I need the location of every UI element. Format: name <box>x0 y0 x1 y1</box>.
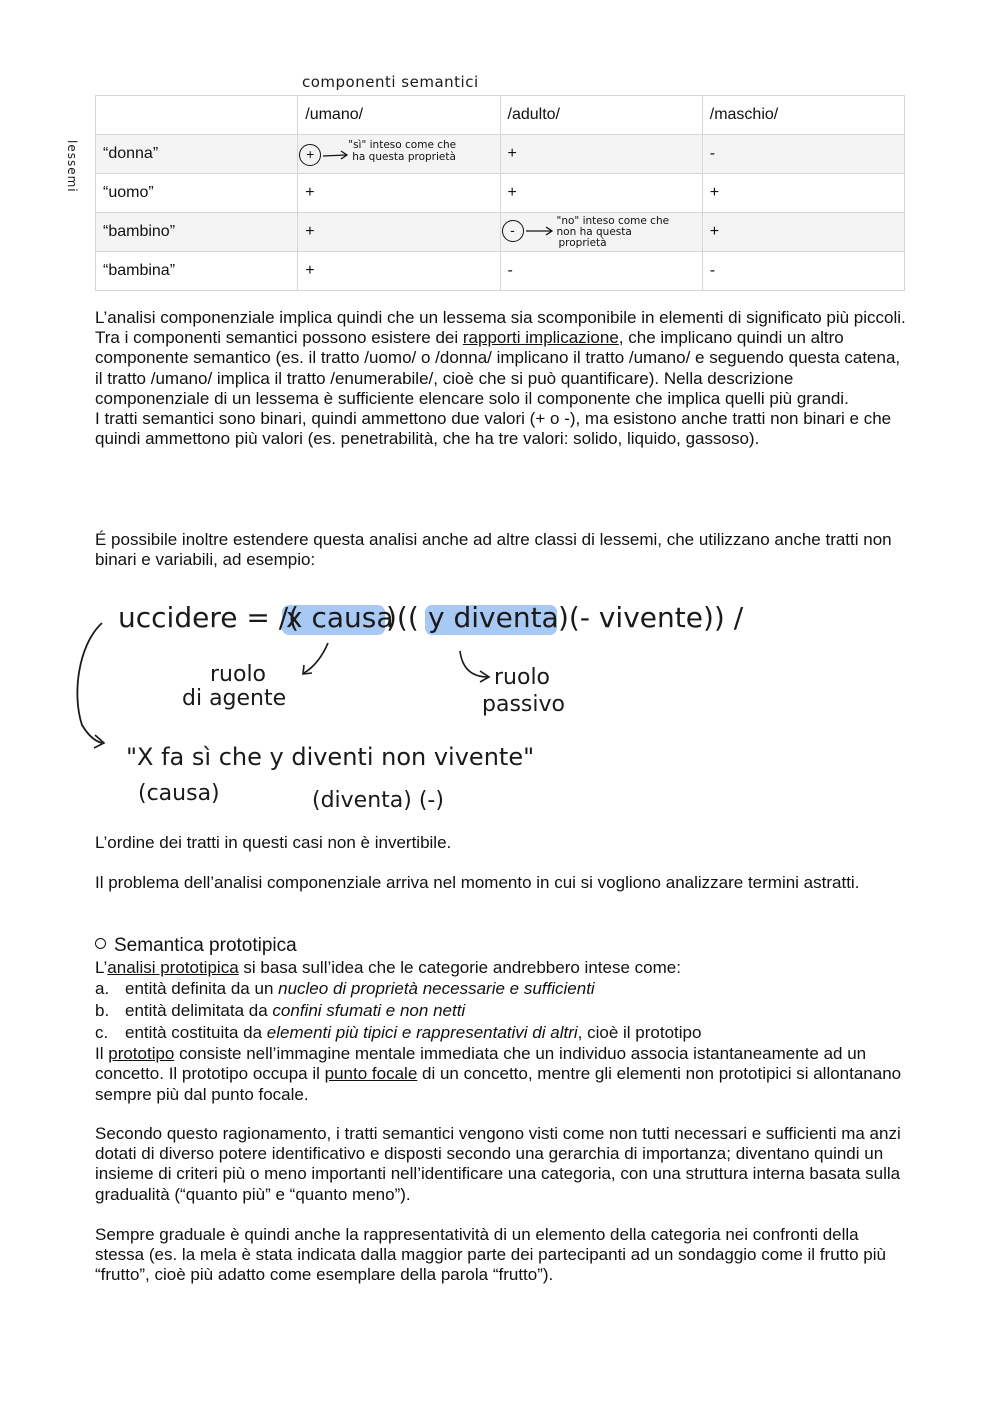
formula-highlight: y diventa <box>428 601 559 634</box>
svg-text:ruolo passivo <box>482 665 565 717</box>
components-handwritten-label: componenti semantici <box>302 73 479 91</box>
plus-note-line: ha questa proprietà <box>352 151 456 163</box>
lexeme-cell: “bambino” <box>96 213 298 252</box>
table-header-cell: /maschio/ <box>702 96 904 135</box>
feature-cell-annotated <box>500 213 702 252</box>
text-run: Il <box>95 1044 109 1064</box>
feature-cell: + <box>298 213 500 252</box>
feature-cell: + <box>298 174 500 213</box>
text-run: consiste nell’immagine mentale immediata che un individuo associa istantaneamente ad un concetto. Il prototipo occupa il <box>95 1044 867 1084</box>
underlined-term: prototipo <box>108 1044 175 1064</box>
lexeme-cell: “donna” <box>96 135 298 174</box>
handwritten-formula-diagram <box>60 585 780 820</box>
underlined-term: analisi prototipica <box>107 958 239 977</box>
text-run: si basa sull’idea che le categorie andrebbero intese come: <box>238 958 681 977</box>
formula-verb: uccidere = /( <box>118 601 300 634</box>
underlined-term: rapporti implicazione <box>462 328 619 348</box>
list-item <box>95 1000 910 1022</box>
body-text <box>95 1044 910 1105</box>
table-header-cell: /adulto/ <box>500 96 702 135</box>
list-item <box>95 1022 910 1044</box>
body-text: I tratti semantici sono binari, quindi ammettono due valori (+ o -), ma esistono anche tratti non binari e che quindi ammettono più valori (es. penetrabilità, che ha tre valori: solido, liquido, gassoso). <box>95 409 892 449</box>
text-run: entità definita da un <box>125 979 279 999</box>
italic-run: nucleo di proprietà necessarie e sufficienti <box>278 979 595 999</box>
section-title: Semantica prototipica <box>114 935 297 956</box>
agent-role-label: di agente <box>182 686 287 711</box>
svg-text:uccidere = /(x causa)((y diven <box>118 601 744 634</box>
table-row <box>96 213 905 252</box>
list-letter: c. <box>95 1023 109 1043</box>
text-run: , che implicano quindi un altro componente semantico (es. il tratto /uomo/ o /donna/ implicano il tratto /umano/ e seguendo questa catena, il tratto /umano/ implica il tratto /enumerabile/, cioè che si può quantificare). Nella descrizione componenziale di un lessema è sufficiente elencare solo il componente che implica quelli più grandi. <box>95 328 901 408</box>
feature-cell: + <box>298 252 500 291</box>
body-text <box>95 958 910 978</box>
formula-highlight: x causa <box>286 601 394 634</box>
arrow-right-icon <box>525 225 555 237</box>
formula-part: )(( <box>386 601 419 634</box>
body-text: L’analisi componenziale implica quindi che un lessema sia scomponibile in elementi di significato più piccoli. <box>95 308 906 327</box>
table-row <box>96 174 905 213</box>
plus-circled: + <box>299 144 321 166</box>
lexeme-cell: “bambina” <box>96 252 298 291</box>
text-run: entità costituita da <box>125 1023 267 1043</box>
order-paragraph: L’ordine dei tratti in questi casi non è invertibile. <box>95 833 452 852</box>
text-run: Tra i componenti semantici possono esistere dei <box>95 328 463 348</box>
underlined-term: punto focale <box>324 1064 418 1084</box>
text-run: entità delimitata da <box>125 1001 273 1021</box>
minus-note-line: proprietà <box>558 237 607 249</box>
paraphrase-text: "X fa sì che y diventi non vivente" <box>126 743 535 771</box>
table-header-cell <box>96 96 298 135</box>
list-item <box>95 978 910 1000</box>
body-text <box>95 328 910 409</box>
category-definition-list <box>95 978 910 1044</box>
section-heading <box>95 935 297 957</box>
feature-cell-annotated <box>298 135 500 174</box>
plus-note-line: "sì" inteso come che <box>348 139 457 151</box>
prototype-section-body <box>95 958 910 1105</box>
feature-cell: - <box>500 252 702 291</box>
feature-cell: + <box>702 213 904 252</box>
feature-cell: + <box>702 174 904 213</box>
list-letter: a. <box>95 979 110 999</box>
semantic-features-table <box>95 95 905 291</box>
problem-paragraph: Il problema dell’analisi componenziale arriva nel momento in cui si vogliono analizzare termini astratti. <box>95 873 860 892</box>
representativeness-paragraph: Sempre graduale è quindi anche la rappresentatività di un elemento della categoria nei confronti della stessa (es. la mela è stata indicata dalla maggior parte dei partecipanti ad un sondaggio come il frutto più “frutto”, cioè più adatto come esemplare della parola “frutto”). <box>95 1225 886 1285</box>
list-letter: b. <box>95 1001 110 1021</box>
italic-run: elementi più tipici e rappresentativi di altri <box>266 1023 578 1043</box>
formula-part: )(- vivente)) / <box>558 601 744 634</box>
text-run: di un concetto, mentre gli elementi non prototipici si allontanano sempre più dal punto focale. <box>95 1064 902 1104</box>
agent-role-label: ruolo <box>210 662 267 687</box>
minus-note-line: "no" inteso come che <box>556 215 670 227</box>
minus-circled: - <box>502 220 524 242</box>
text-run: , cioè il prototipo <box>577 1023 702 1043</box>
gloss-diventa: (diventa) (-) <box>312 788 444 813</box>
extension-paragraph: É possibile inoltre estendere questa analisi anche ad altre classi di lessemi, che utilizzano anche tratti non binari e variabili, ad esempio: <box>95 530 892 570</box>
arrow-right-icon <box>322 149 350 161</box>
svg-text:ruolo di agente <box>182 662 286 711</box>
table-header-cell: /umano/ <box>298 96 500 135</box>
feature-cell: + <box>500 135 702 174</box>
passive-role-label: passivo <box>482 692 565 717</box>
lexeme-cell: “uomo” <box>96 174 298 213</box>
table-header-row <box>96 96 905 135</box>
text-run: L’ <box>95 958 108 977</box>
gradient-criteria-paragraph: Secondo questo ragionamento, i tratti semantici vengono visti come non tutti necessari e sufficienti ma anzi dotati di diverso potere identificativo e disposti secondo una gerarchia di importanza; diventano quindi un insieme di criteri più o meno importanti nell’identificare una categoria, con una struttura interna basata sulla gradualità (“quanto più” e “quanto meno”). <box>95 1124 901 1204</box>
lexemes-handwritten-label: lessemi <box>65 140 79 193</box>
table-row <box>96 135 905 174</box>
gloss-causa: (causa) <box>138 781 220 806</box>
table-row <box>96 252 905 291</box>
minus-note-line: non ha questa <box>556 226 632 238</box>
componential-analysis-paragraph <box>95 308 910 449</box>
passive-role-label: ruolo <box>494 665 551 690</box>
feature-cell: - <box>702 252 904 291</box>
circle-bullet-icon <box>95 938 106 949</box>
feature-cell: - <box>702 135 904 174</box>
feature-cell: + <box>500 174 702 213</box>
italic-run: confini sfumati e non netti <box>272 1001 466 1021</box>
